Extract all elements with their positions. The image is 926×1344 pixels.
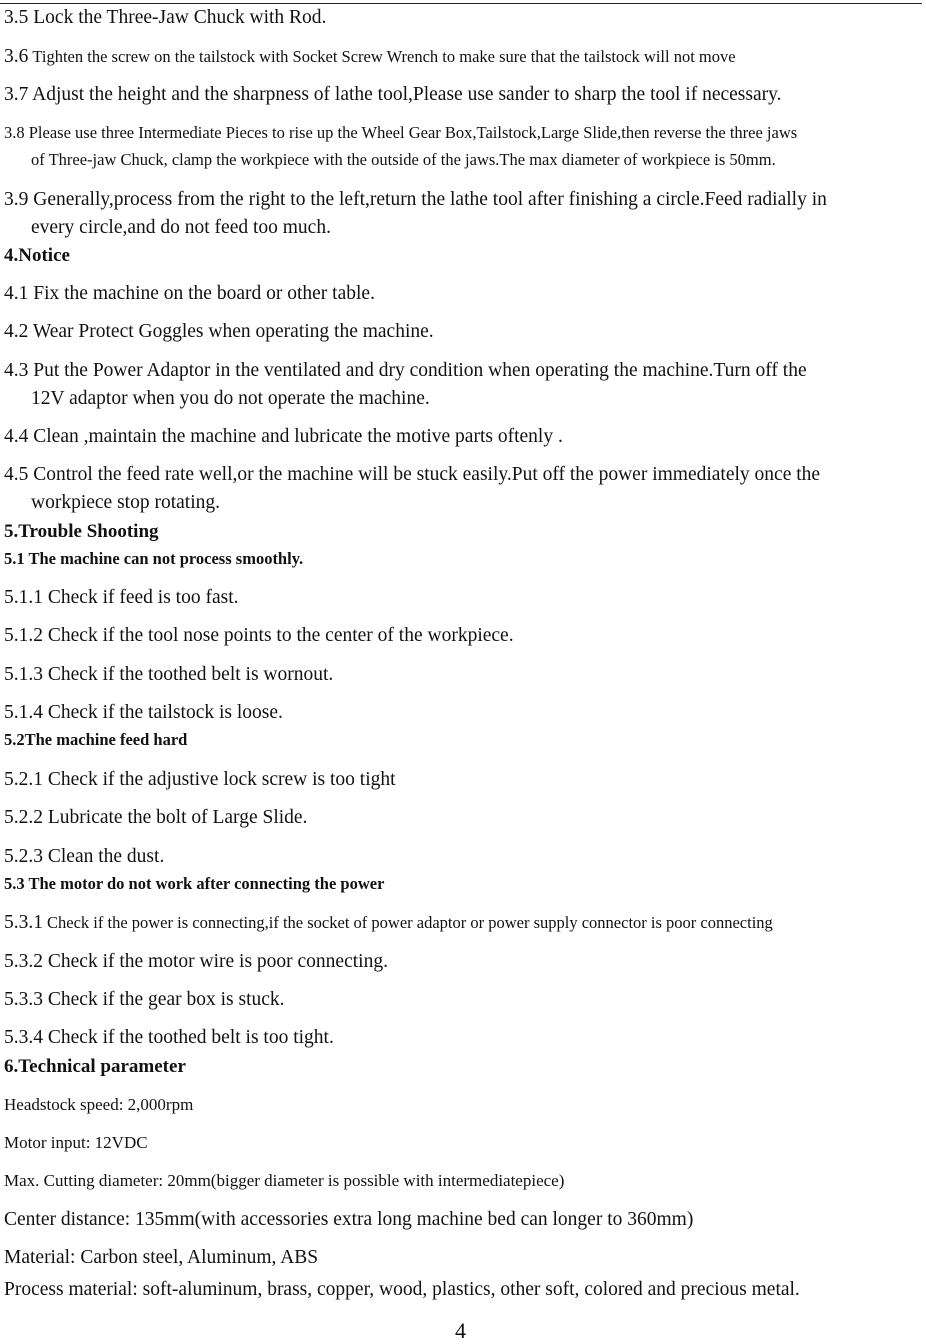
step-3-9-line1: 3.9 Generally,process from the right to the left,return the lathe tool after finishing a circle.Feed radially in [4,189,827,210]
step-3-6 [4,46,736,68]
trouble-5-1-2: 5.1.2 Check if the tool nose points to the center of the workpiece. [4,625,514,646]
trouble-5-2-heading: 5.2The machine feed hard [4,730,188,749]
step-3-9-line2: every circle,and do not feed too much. [31,217,331,238]
trouble-5-3-4: 5.3.4 Check if the toothed belt is too tight. [4,1027,334,1048]
step-3-6-number: 3.6 [4,46,29,67]
step-3-7: 3.7 Adjust the height and the sharpness of lathe tool,Please use sander to sharp the tool if necessary. [4,84,782,105]
trouble-heading: 5.Trouble Shooting [4,521,159,542]
tech-headstock-speed: Headstock speed: 2,000rpm [4,1095,194,1114]
step-3-8-line2: of Three-jaw Chuck, clamp the workpiece with the outside of the jaws.The max diameter of workpiece is 50mm. [31,150,776,169]
notice-4-3-line1: 4.3 Put the Power Adaptor in the ventilated and dry condition when operating the machine.Turn off the [4,360,807,381]
notice-4-5-line2: workpiece stop rotating. [31,492,220,513]
notice-4-2: 4.2 Wear Protect Goggles when operating the machine. [4,321,434,342]
step-3-6-text: Tighten the screw on the tailstock with Socket Screw Wrench to make sure that the tailstock will not move [32,47,736,66]
trouble-5-1-heading: 5.1 The machine can not process smoothly. [4,549,304,568]
trouble-5-1-4: 5.1.4 Check if the tailstock is loose. [4,702,283,723]
step-3-5: 3.5 Lock the Three-Jaw Chuck with Rod. [4,7,327,28]
trouble-5-3-3: 5.3.3 Check if the gear box is stuck. [4,989,285,1010]
page-number: 4 [455,1318,466,1343]
trouble-5-3-1-text: Check if the power is connecting,if the socket of power adaptor or power supply connector is poor connecting [47,913,773,932]
trouble-5-1-1: 5.1.1 Check if feed is too fast. [4,587,239,608]
trouble-5-2-2: 5.2.2 Lubricate the bolt of Large Slide. [4,807,308,828]
tech-center-distance: Center distance: 135mm(with accessories extra long machine bed can longer to 360mm) [4,1209,694,1230]
tech-motor-input: Motor input: 12VDC [4,1133,148,1152]
tech-cutting-diameter: Max. Cutting diameter: 20mm(bigger diameter is possible with intermediatepiece) [4,1171,565,1190]
trouble-5-3-1 [4,912,773,934]
trouble-5-1-3: 5.1.3 Check if the toothed belt is wornout. [4,664,334,685]
notice-4-3-line2: 12V adaptor when you do not operate the machine. [31,388,430,409]
top-rule [0,3,922,4]
notice-4-1: 4.1 Fix the machine on the board or other table. [4,283,375,304]
notice-heading: 4.Notice [4,245,70,266]
trouble-5-3-heading: 5.3 The motor do not work after connecting the power [4,874,385,893]
trouble-5-2-3: 5.2.3 Clean the dust. [4,846,165,867]
trouble-5-3-2: 5.3.2 Check if the motor wire is poor connecting. [4,951,388,972]
trouble-5-3-1-number: 5.3.1 [4,912,43,933]
tech-process-material: Process material: soft-aluminum, brass, copper, wood, plastics, other soft, colored and precious metal. [4,1279,800,1300]
notice-4-5-line1: 4.5 Control the feed rate well,or the machine will be stuck easily.Put off the power immediately once the [4,464,821,485]
technical-heading: 6.Technical parameter [4,1056,186,1077]
step-3-8-line1: 3.8 Please use three Intermediate Pieces to rise up the Wheel Gear Box,Tailstock,Large Slide,then reverse the three jaws [4,123,798,142]
trouble-5-2-1: 5.2.1 Check if the adjustive lock screw is too tight [4,769,396,790]
tech-material: Material: Carbon steel, Aluminum, ABS [4,1247,319,1268]
notice-4-4: 4.4 Clean ,maintain the machine and lubricate the motive parts oftenly . [4,426,563,447]
